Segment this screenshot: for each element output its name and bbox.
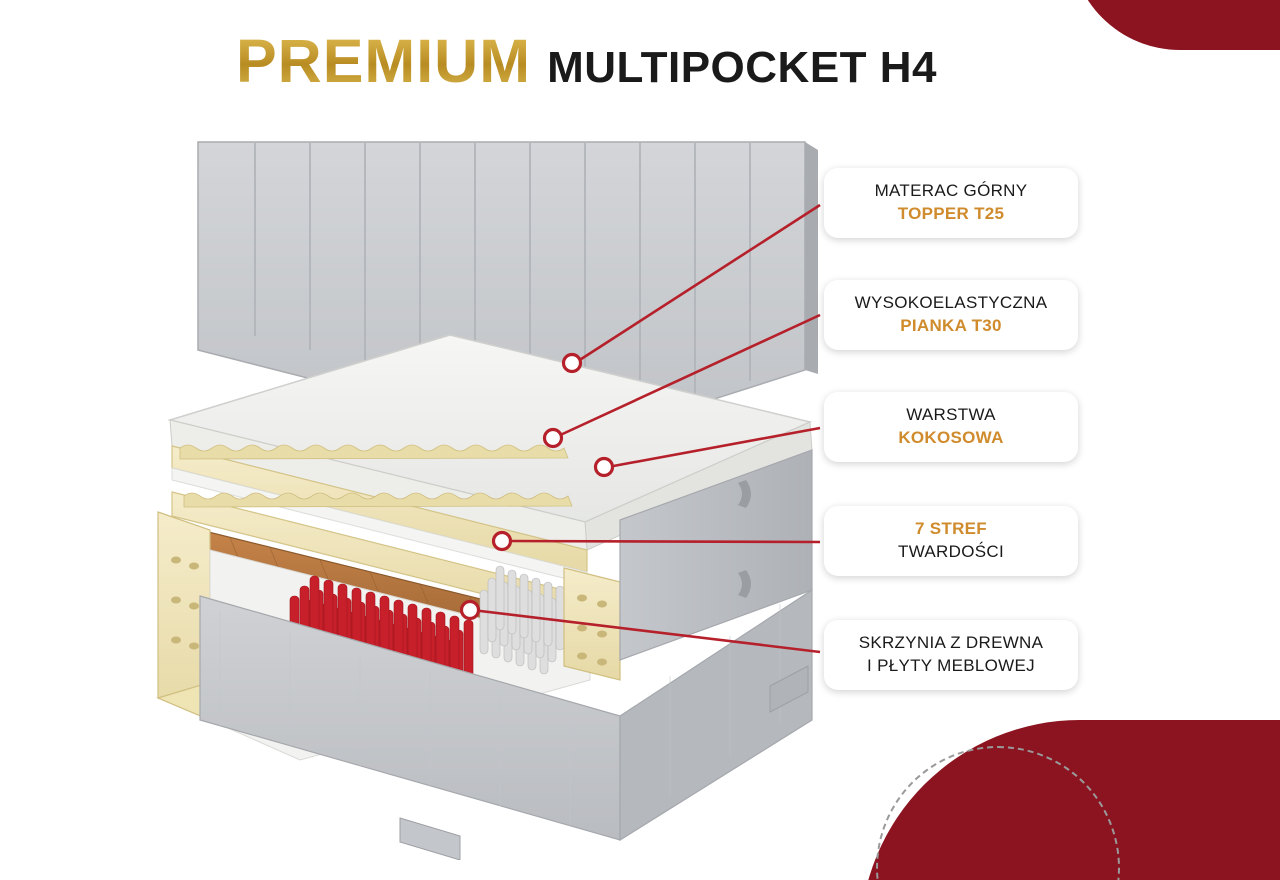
callout-line-2: TOPPER T25 xyxy=(897,203,1005,223)
callout-line-1: SKRZYNIA Z DREWNA xyxy=(858,633,1044,652)
callout-line-1: WARSTWA xyxy=(906,405,996,424)
callout-line-2: I PŁYTY MEBLOWEJ xyxy=(867,655,1035,675)
callout-line-1: 7 STREF xyxy=(914,519,987,538)
callout-foam xyxy=(824,280,1078,350)
page-title xyxy=(236,26,937,96)
callout-line-2: KOKOSOWA xyxy=(898,427,1004,447)
decorative-corner-top-right xyxy=(1070,0,1280,50)
callout-coir xyxy=(824,392,1078,462)
callout-topper xyxy=(824,168,1078,238)
callout-line-1: WYSOKOELASTYCZNA xyxy=(854,293,1048,312)
callout-box xyxy=(824,620,1078,690)
callout-line-1: MATERAC GÓRNY xyxy=(874,181,1028,200)
bed-illustration xyxy=(150,120,870,860)
callout-line-2: PIANKA T30 xyxy=(900,315,1002,335)
title-highlight: PREMIUM xyxy=(236,27,532,95)
callout-zones xyxy=(824,506,1078,576)
title-rest: MULTIPOCKET H4 xyxy=(547,43,938,92)
callout-line-2: TWARDOŚCI xyxy=(898,541,1004,561)
